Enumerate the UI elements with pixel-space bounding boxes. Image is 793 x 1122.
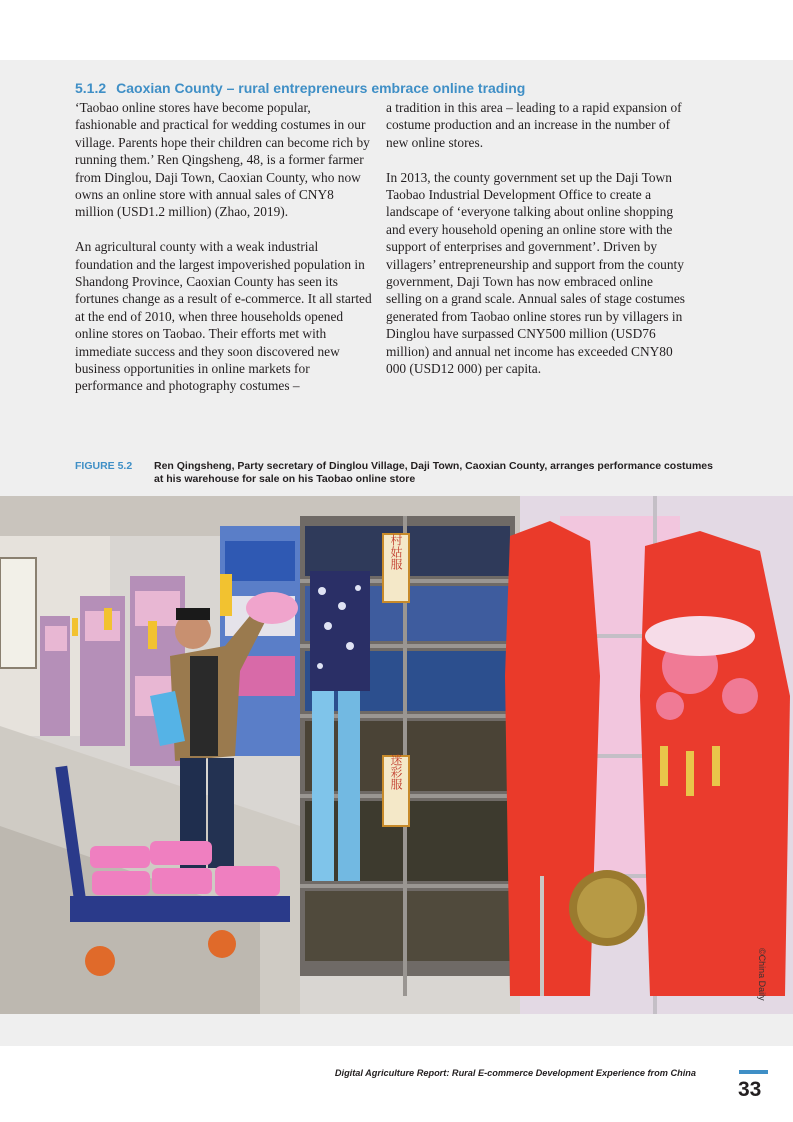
body-paragraph: ‘Taobao online stores have become popular, fashionable and practical for wedding costumes in our village. Parents hope their children can become rich by running them.’ Ren Qingsheng, 48, is a former farmer from Dinglou, Daji Town, Caoxian County, who now owns an online store with annual sales of CNY8 million (USD1.2 million) (Zhao, 2019). — [75, 100, 370, 220]
body-paragraph: In 2013, the county government set up the Daji Town Taobao Industrial Development Office to create a landscape of ‘everyone talking about online shopping and every household opening an online store with the support of enterprises and government’. Driven by villagers’ entrepreneurship and support from the county government, Daji Town has now embraced online selling on a grand scale. Annual sales of stage costumes generated from Taobao online stores run by villagers in Dinglou have surpassed CNY500 million (USD76 million) and annual net income has exceeded CNY80 000 (USD12 000) per capita. — [386, 169, 685, 377]
section-title: Caoxian County – rural entrepreneurs embrace online trading — [116, 80, 526, 96]
photo-credit: ©China Daily — [757, 948, 767, 1001]
shelf-sign-text-1: 村姑服 — [389, 534, 403, 570]
figure-label: FIGURE 5.2 — [75, 460, 133, 472]
section-number: 5.1.2 — [75, 80, 107, 96]
section-heading — [75, 80, 735, 96]
body-paragraph: a tradition in this area – leading to a rapid expansion of costume production and an increase in the number of new online stores. — [386, 100, 682, 150]
body-paragraph: An agricultural county with a weak industrial foundation and the largest impoverished population in Shandong Province, Caoxian County has seen its fortunes change as a result of e-commerce. It all started at the end of 2010, when three households opened online stores on Taobao. Their efforts met with immediate success and they soon discovered new business opportunities in online markets for performance and photography costumes – — [75, 239, 372, 394]
body-column-left — [75, 99, 375, 412]
footer-report-title: Digital Agriculture Report: Rural E-commerce Development Experience from China — [334, 1068, 696, 1078]
top-margin — [0, 0, 793, 60]
figure-caption-text: Ren Qingsheng, Party secretary of Dinglou Village, Daji Town, Caoxian County, arranges performance costumes at his warehouse for sale on his Taobao online store — [154, 460, 713, 485]
page-number-accent — [739, 1070, 768, 1074]
body-column-right — [386, 99, 686, 395]
shelf-sign-text-2: 迷彩服 — [389, 754, 403, 790]
warehouse-photo — [0, 496, 793, 1014]
page-number: 33 — [738, 1078, 762, 1101]
